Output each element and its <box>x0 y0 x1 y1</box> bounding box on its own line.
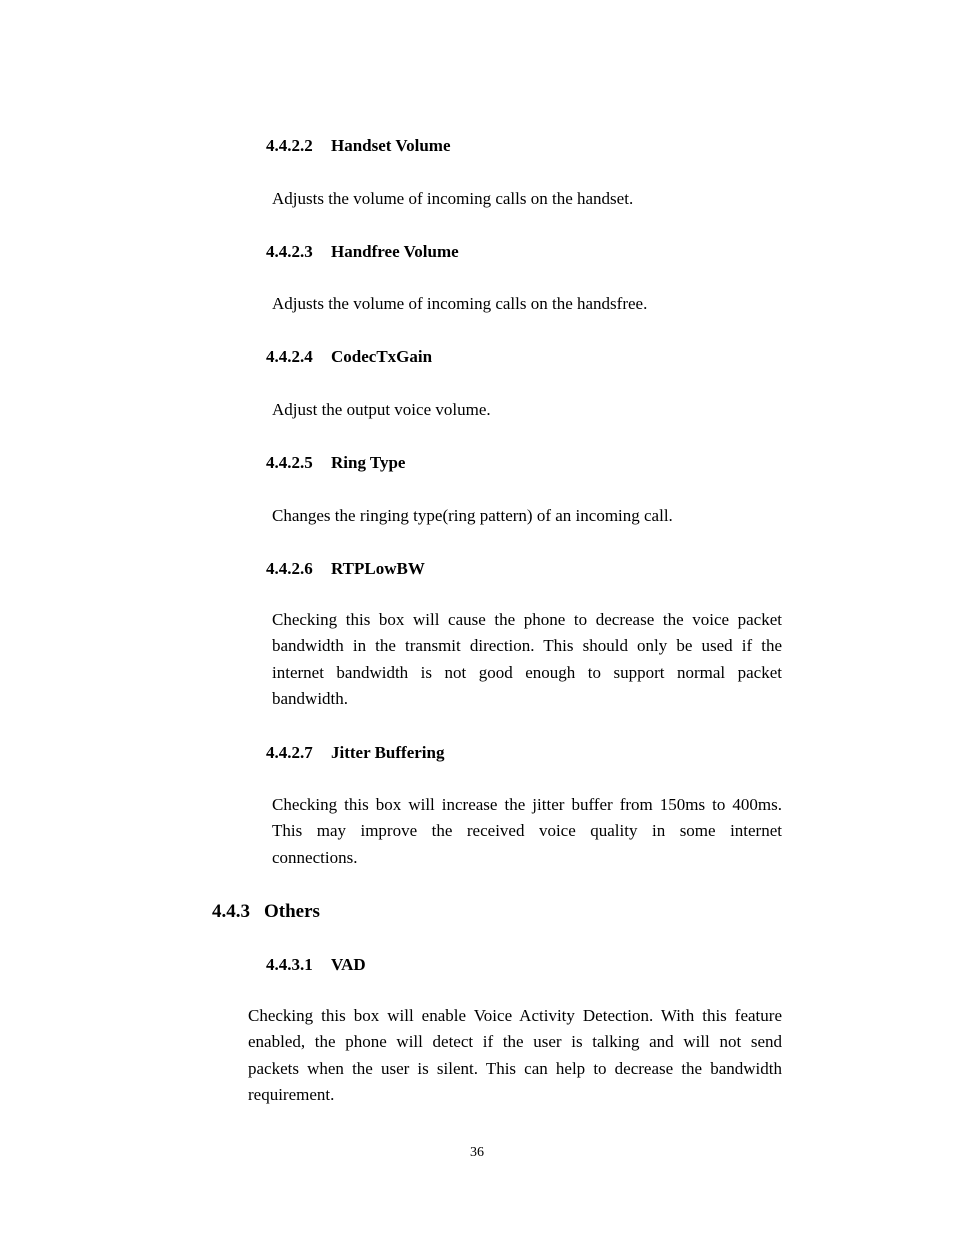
section-heading-rtplowbw: 4.4.2.6 RTPLowBW <box>266 559 425 578</box>
paragraph-line: connections. <box>272 847 358 867</box>
page-number: 36 <box>470 1145 484 1160</box>
section-body-rtplowbw <box>272 607 782 712</box>
paragraph-line: bandwidth in the transmit direction. This should only be used if the <box>272 636 782 656</box>
section-body-ring-type: Changes the ringing type(ring pattern) of an incoming call. <box>272 506 673 525</box>
section-heading-vad: 4.4.3.1 VAD <box>266 955 366 974</box>
section-heading-jitter-buffering: 4.4.2.7 Jitter Buffering <box>266 743 445 762</box>
paragraph-line: Checking this box will enable Voice Activity Detection. With this feature <box>248 1006 782 1025</box>
paragraph-line: internet bandwidth is not good enough to support normal packet <box>272 662 782 682</box>
paragraph-line: Checking this box will increase the jitter buffer from 150ms to 400ms. <box>272 795 782 814</box>
section-body-codectxgain: Adjust the output voice volume. <box>272 400 491 419</box>
paragraph-line: bandwidth. <box>272 688 349 708</box>
section-body-vad <box>248 1003 782 1108</box>
section-body-handfree-volume: Adjusts the volume of incoming calls on the handsfree. <box>272 294 648 313</box>
section-body-handset-volume: Adjusts the volume of incoming calls on the handset. <box>272 189 634 208</box>
section-heading-handfree-volume: 4.4.2.3 Handfree Volume <box>266 242 459 261</box>
section-heading-codectxgain: 4.4.2.4 CodecTxGain <box>266 347 433 366</box>
paragraph-line: enabled, the phone will detect if the user is talking and will not send <box>248 1032 782 1052</box>
section-heading-others: 4.4.3 Others <box>212 901 320 922</box>
paragraph-line: requirement. <box>248 1084 335 1104</box>
paragraph-line: This may improve the received voice quality in some internet <box>272 821 782 841</box>
paragraph-line: packets when the user is silent. This can help to decrease the bandwidth <box>248 1058 782 1078</box>
section-heading-ring-type: 4.4.2.5 Ring Type <box>266 453 406 472</box>
section-heading-handset-volume: 4.4.2.2 Handset Volume <box>266 136 451 155</box>
paragraph-line: Checking this box will cause the phone to decrease the voice packet <box>272 610 782 629</box>
section-body-jitter-buffering <box>272 792 782 871</box>
